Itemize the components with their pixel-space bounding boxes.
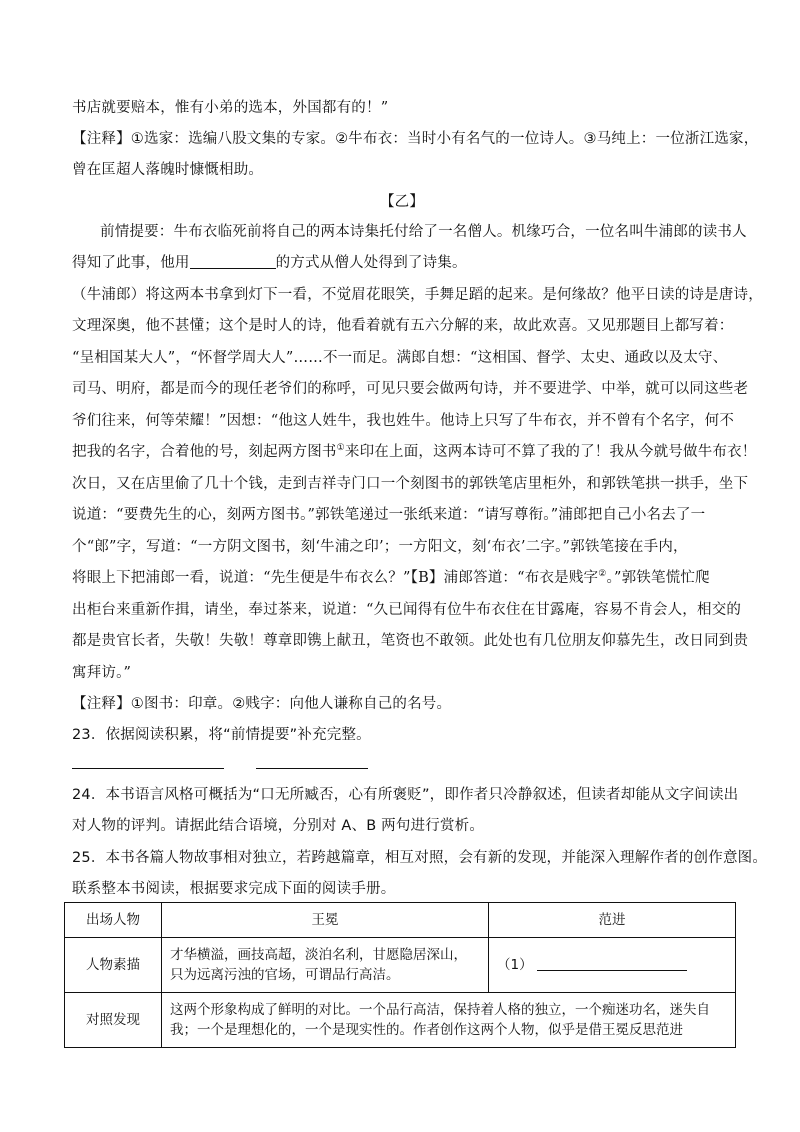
passage-a-notes-line2: 曾在匡超人落魄时慷慨相助。 <box>72 162 264 178</box>
intro-fill-blank <box>190 254 276 269</box>
passage-b-line: “呈相国某大人”，“怀督学周大人”……不一而足。满郎自想：“这相国、督学、太史、通政以及太守、 <box>72 350 728 366</box>
passage-b-line: 爷们往来，何等荣耀！”因想：“他这人姓牛，我也姓牛。他诗上只写了牛布衣，并不曾有个名字，何不 <box>72 413 735 429</box>
answer-line-23b <box>256 768 368 769</box>
question-25-line2: 联系整本书阅读，根据要求完成下面的阅读手册。 <box>72 881 396 897</box>
passage-a-last-line: 书店就要赔本，惟有小弟的选本，外国都有的！” <box>72 100 389 116</box>
passage-b-line-seal <box>72 442 757 462</box>
header-label-cell: 出场人物 <box>65 903 162 938</box>
passage-b-line: 文理深奥，他不甚懂；这个是时人的诗，他看着就有五六分解的来，故此欢喜。又见那题目上都写着： <box>72 318 734 334</box>
header-fanjin-cell: 范进 <box>489 903 736 938</box>
passage-b-heading: 【乙】 <box>379 194 425 210</box>
row-portrait-label: 人物素描 <box>65 938 162 993</box>
passage-b-intro-line2 <box>72 253 732 273</box>
question-24-line2: 对人物的评判。请据此结合语境，分别对 A、B 两句进行赏析。 <box>72 818 485 834</box>
blank-number: （1） <box>497 957 533 973</box>
header-wangmian-cell: 王冕 <box>162 903 489 938</box>
seal-text-b: 来印在上面，这两本诗可不算了我的了！我从今就号做牛布衣！ <box>344 444 757 460</box>
passage-b-line: 出柜台来重新作揖，请坐，奉过茶来，说道：“久已闻得有位牛布衣住在甘露庵，容易不肯会人，相交的 <box>72 602 742 618</box>
note-marker-2: ② <box>598 569 607 579</box>
seal-text-a: 把我的名字，合着他的号，刻起两方图书 <box>72 444 337 460</box>
passage-b-line: 司马、明府，都是而今的现任老爷们的称呼，可见只要会做两句诗，并不要进学、中举，就可以同这些老 <box>72 381 749 397</box>
passage-b-line: 说道：“要费先生的心，刻两方图书。”郭铁笔递过一张纸来道：“请写尊衔。”浦郎把自己小名去了一 <box>72 507 706 523</box>
row-compare-label: 对照发现 <box>65 993 162 1048</box>
portrait-fanjin-cell[interactable] <box>489 938 736 993</box>
table-row <box>65 993 736 1048</box>
intro-text-before-blank: 得知了此事，他用 <box>72 255 190 271</box>
reading-handbook-table <box>64 902 736 1048</box>
question-25-line1: 25．本书各篇人物故事相对独立，若跨越篇章，相互对照，会有新的发现，并能深入理解作者的创作意图。 <box>72 850 768 866</box>
passage-b-line: 都是贵官长者，失敬！失敬！尊章即镌上献丑，笔资也不敢领。此处也有几位朋友仰慕先生，改日同到贵 <box>72 633 749 649</box>
table-row <box>65 938 736 993</box>
portrait-answer-blank[interactable] <box>537 956 687 971</box>
question-23: 23．依据阅读积累，将“前情提要”补充完整。 <box>72 727 371 743</box>
portrait-wangmian-cell: 才华横溢，画技高超，淡泊名利，甘愿隐居深山，只为远离污浊的官场，可谓品行高洁。 <box>162 938 489 993</box>
table-row <box>65 903 736 938</box>
intro-text-after-blank: 的方式从僧人处得到了诗集。 <box>275 255 467 271</box>
sentence-b-text-b: 。”郭铁笔慌忙爬 <box>606 570 710 586</box>
passage-a-notes-line1: 【注释】①选家：选编八股文集的专家。②牛布衣：当时小有名气的一位诗人。③马纯上：一位浙江选家， <box>72 131 759 147</box>
answer-line-23a <box>72 768 224 769</box>
passage-b-intro-line1: 前情提要：牛布衣临死前将自己的两本诗集托付给了一名僧人。机缘巧合，一位名叫牛浦郎的读书人 <box>100 224 747 240</box>
passage-b-line: （牛浦郎）将这两本书拿到灯下一看，不觉眉花眼笑，手舞足蹈的起来。是何缘故？他平日读的诗是唐诗， <box>72 287 763 303</box>
compare-text-cell: 这两个形象构成了鲜明的对比。一个品行高洁，保持着人格的独立，一个痴迷功名，迷失自我；一个是理想化的，一个是现实性的。作者创作这两个人物，似乎是借王冕反思范进 <box>162 993 736 1048</box>
passage-b-line: 次日，又在店里偷了几十个钱，走到吉祥寺门口一个刻图书的郭铁笔店里柜外，和郭铁笔拱一拱手，坐下 <box>72 476 749 492</box>
sentence-b-text-a: 将眼上下把浦郎一看，说道：“先生便是牛布衣么？”【B】浦郎答道：“布衣是贱字 <box>72 570 599 586</box>
passage-b-line: 寓拜访。” <box>72 665 132 681</box>
question-24-line1: 24．本书语言风格可概括为“口无所臧否，心有所褒贬”，即作者只冷静叙述，但读者却能从文字间读出 <box>72 787 739 803</box>
passage-b-line-b <box>72 568 732 588</box>
passage-b-notes: 【注释】①图书：印章。②贱字：向他人谦称自己的名号。 <box>72 696 452 712</box>
note-marker-1: ① <box>336 443 345 453</box>
passage-b-line: 个“郎”字，写道：“一方阴文图书，刻‘牛浦之印’；一方阳文，刻‘布衣’二字。”郭铁笔接在手内， <box>72 539 688 555</box>
